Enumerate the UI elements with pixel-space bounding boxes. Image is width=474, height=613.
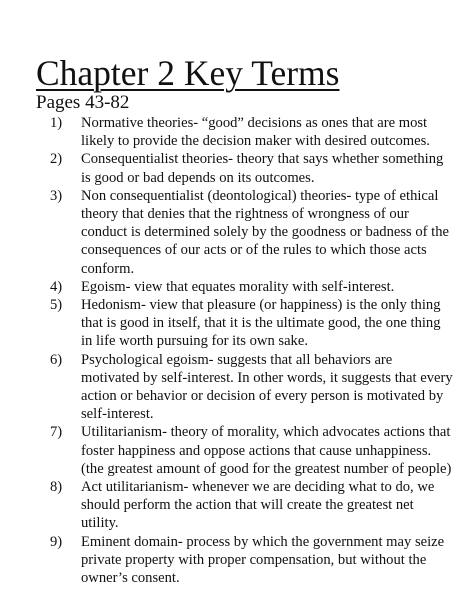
term-definition: Act utilitarianism- whenever we are deciding what to do, we should perform the action that will create the greatest net utility.	[81, 479, 435, 532]
term-number: 5)	[50, 297, 63, 314]
list-item-term-4	[36, 278, 454, 296]
term-definition: Eminent domain- process by which the government may seize private property with proper compensation, but without the owner’s consent.	[81, 533, 445, 587]
term-number: 8)	[50, 479, 63, 496]
term-definition: Egoism- view that equates morality with self-interest.	[81, 278, 395, 295]
page-range: Pages 43-82	[36, 92, 130, 113]
term-number: 2)	[50, 151, 63, 168]
term-definition: Non consequentialist (deontological) theories- type of ethical theory that denies that the rightness of wrongness of our conduct is determined solely by the goodness or badness of the consequences of our acts or of the rules to which those acts conform.	[81, 187, 450, 277]
list-item-term-1	[36, 114, 454, 150]
term-definition: Normative theories- “good” decisions as ones that are most likely to provide the decision maker with desired outcomes.	[81, 115, 430, 150]
term-definition: Consequentialist theories- theory that says whether something is good or bad depends on its outcomes.	[81, 151, 444, 186]
term-definition: Psychological egoism- suggests that all behaviors are motivated by self-interest. In other words, it suggests that every action or behavior or decision of every person is motivated by self-interest.	[81, 351, 453, 423]
term-definition: Utilitarianism- theory of morality, which advocates actions that foster happiness and oppose actions that cause unhappiness. (the greatest amount of good for the greatest number of people)	[81, 424, 452, 477]
term-number: 9)	[50, 533, 63, 550]
page-title: Chapter 2 Key Terms	[36, 53, 340, 93]
list-item-term-3	[36, 187, 454, 278]
term-number: 7)	[50, 424, 63, 441]
list-item-term-8	[36, 478, 454, 533]
list-item-term-7	[36, 423, 454, 478]
list-item-term-5	[36, 296, 454, 351]
term-definition: Hedonism- view that pleasure (or happiness) is the only thing that is good in itself, that it is the ultimate good, the one thing in life worth pursuing for its own sake.	[81, 297, 441, 350]
term-number: 6)	[50, 351, 63, 368]
list-item-term-9	[36, 533, 454, 588]
term-number: 1)	[50, 115, 63, 131]
key-terms-list	[36, 114, 454, 587]
list-item-term-6	[36, 351, 454, 424]
list-item-term-2	[36, 150, 454, 186]
term-number: 4)	[50, 278, 63, 295]
term-number: 3)	[50, 187, 63, 204]
